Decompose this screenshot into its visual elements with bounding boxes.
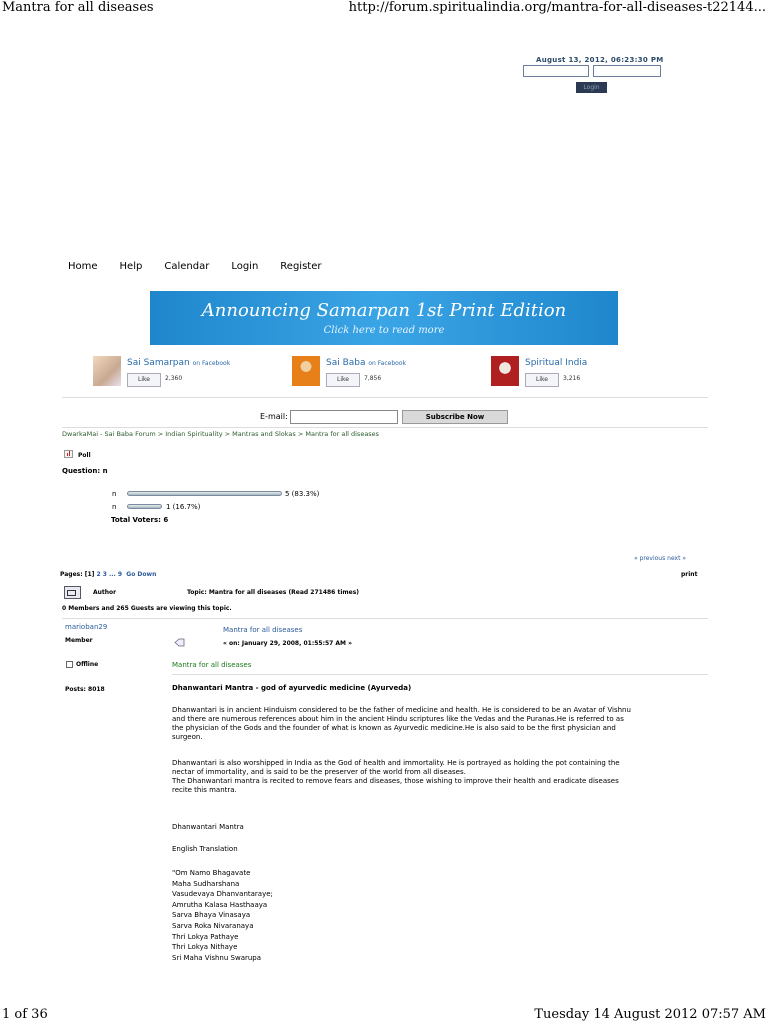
like-count: 3,216 [563,375,581,382]
offline-icon [66,661,73,668]
sai-baba-avatar [292,356,320,386]
offline-status: Offline [76,661,99,668]
mantra-line: Amrutha Kalasa Hasthaaya [172,900,268,909]
fb-name: Spiritual India [525,358,588,368]
mantra-line: Sarva Bhaya Vinasaya [172,911,251,920]
samarpan-banner[interactable] [150,291,618,345]
fb-suffix: on Facebook [192,360,231,367]
password-input[interactable] [593,65,661,77]
nav-login[interactable]: Login [231,261,259,272]
text-line: recite this mantra. [172,786,237,794]
translation-label: English Translation [172,845,238,853]
sai-samarpan-avatar [93,356,121,386]
mantra-text [172,868,273,963]
mantra-line: Thri Lokya Nithaye [172,943,238,952]
mantra-line: Thri Lokya Pathaye [172,932,239,941]
text-line: Dhanwantari is in ancient Hinduism considered to be the father of medicine and health. He is considered to be an Avatar of Vishnu [172,706,631,714]
poll-icon [64,450,73,458]
post-paragraph-2 [172,759,712,795]
print-page-number: 1 of 36 [2,1007,48,1022]
poll-bar [127,504,162,509]
divider [172,674,708,675]
text-line: nectar of immortality, and is said to be the preserver of the world from all diseases. [172,768,466,776]
post-author[interactable]: marioban29 [65,623,108,631]
text-line: the physician of the Gods and the founder of what is known as Ayurvedic medicine.He is also said to be the first physician and [172,724,616,732]
mantra-line: Maha Sudharshana [172,879,240,888]
print-page-url: http://forum.spiritualindia.org/mantra-for-all-diseases-t22144... [348,0,766,15]
author-role: Member [65,637,93,644]
like-button[interactable]: Like [127,373,161,387]
fb-name-link[interactable] [127,358,230,368]
text-line: Dhanwantari is also worshipped in India as the God of health and immortality. He is portrayed as holding the pot containing the [172,759,620,767]
like-count: 2,360 [165,375,183,382]
current-page: Pages: [1] [60,571,95,578]
nav-register[interactable]: Register [280,261,322,272]
main-nav [68,261,343,272]
poll-total: Total Voters: 6 [111,516,169,524]
post-subject: Mantra for all diseases [172,661,252,669]
login-button[interactable]: Login [576,82,607,93]
post-title-link[interactable]: Mantra for all diseases [223,626,303,634]
fb-name-link[interactable] [326,358,406,368]
mantra-line: Vasudevaya Dhanvantaraye; [172,890,273,899]
mantra-line: "Om Namo Bhagavate [172,869,251,877]
text-line: surgeon. [172,733,203,741]
fb-suffix: on Facebook [368,360,406,367]
topic-title: Topic: Mantra for all diseases (Read 271486 times) [187,589,360,596]
poll-option-label: n [112,490,117,498]
email-input[interactable] [290,410,398,424]
subscribe-button[interactable]: Subscribe Now [402,410,508,424]
like-count: 7,856 [364,375,382,382]
viewers-count: 0 Members and 265 Guests are viewing this topic. [62,605,232,612]
go-down-link[interactable]: Go Down [126,571,157,578]
post-icon [174,632,185,641]
text-line: and there are numerous references about him in the ancient Hindu scriptures like the Vedas and the Puranas.He is referred to as [172,715,624,723]
nav-calendar[interactable]: Calendar [164,261,210,272]
poll-option-result: 5 (83.3%) [285,490,320,498]
page-links[interactable]: 2 3 ... 9 [96,571,123,578]
prev-next-links[interactable]: « previous next » [634,555,687,562]
nav-help[interactable]: Help [119,261,143,272]
server-datetime: August 13, 2012, 06:23:30 PM [536,56,664,64]
pages-nav [60,571,156,578]
poll-label: Poll [78,452,91,459]
post-heading: Dhanwantari Mantra - god of ayurvedic medicine (Ayurveda) [172,684,412,692]
breadcrumb[interactable]: DwarkaMai - Sai Baba Forum > Indian Spirituality > Mantras and Slokas > Mantra for all diseases [62,430,380,438]
nav-home[interactable]: Home [68,261,98,272]
fb-name-link[interactable] [525,358,587,368]
poll-question: Question: n [62,467,108,475]
spiritual-india-avatar [491,356,519,386]
text-line: The Dhanwantari mantra is recited to remove fears and diseases, those wishing to improve their health and eradicate diseases [172,777,619,785]
print-page-title: Mantra for all diseases [2,0,154,15]
poll-bar [127,491,282,496]
fb-name: Sai Baba [326,358,366,368]
post-date: « on: January 29, 2008, 01:55:57 AM » [223,640,352,647]
like-button[interactable]: Like [525,373,559,387]
author-column: Author [93,589,117,596]
fb-name: Sai Samarpan [127,358,190,368]
mantra-title: Dhanwantari Mantra [172,823,244,831]
like-button[interactable]: Like [326,373,360,387]
post-paragraph-1 [172,706,712,742]
print-date: Tuesday 14 August 2012 07:57 AM [534,1007,766,1022]
banner-headline: Announcing Samarpan 1st Print Edition [201,300,567,321]
divider [62,397,708,398]
mantra-line: Sri Maha Vishnu Swarupa [172,953,262,962]
topic-icon [64,586,81,599]
email-label: E-mail: [260,412,288,421]
divider [62,618,708,619]
username-input[interactable] [523,65,589,77]
banner-subline: Click here to read more [323,325,445,336]
print-link[interactable]: print [681,571,698,578]
poll-option-result: 1 (16.7%) [166,503,201,511]
post-count: Posts: 8018 [65,686,105,693]
mantra-line: Sarva Roka Nivaranaya [172,921,254,930]
divider [62,427,708,428]
poll-option-label: n [112,503,117,511]
